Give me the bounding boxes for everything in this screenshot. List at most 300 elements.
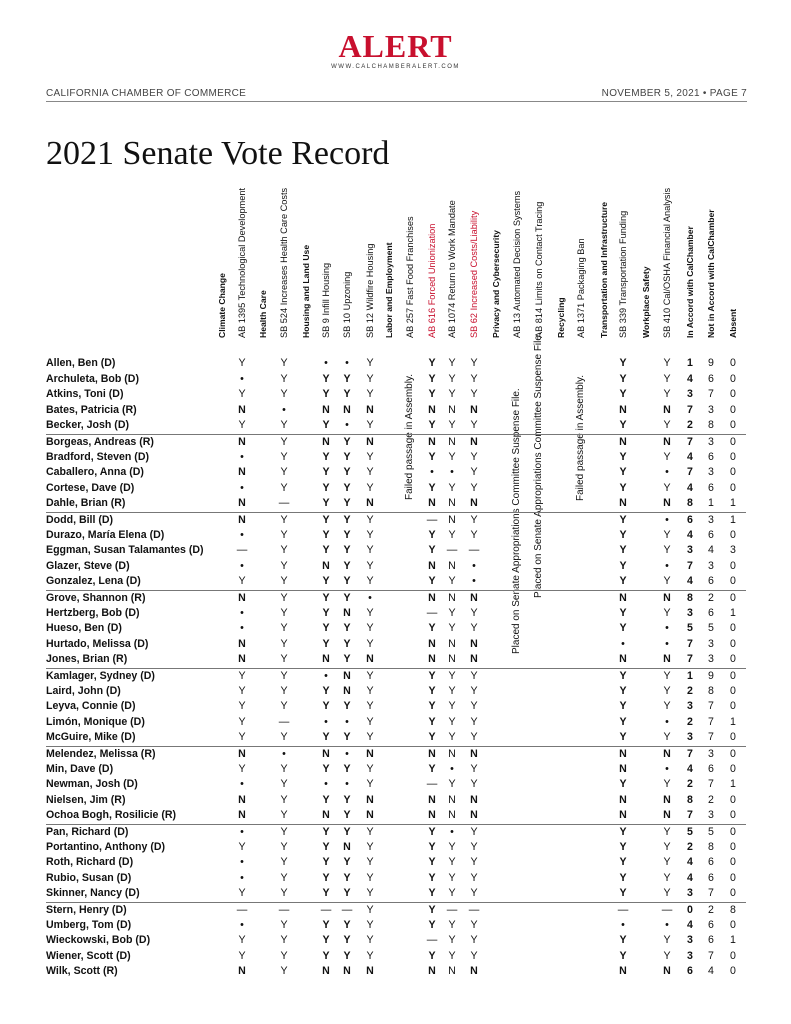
column-note: Placed on Senate Appropriations Committee Suspense File. (533, 332, 544, 598)
in-accord-count: 0 (687, 904, 693, 916)
vote-cell: Y (428, 544, 436, 557)
vote-cell: Y (470, 450, 478, 463)
not-in-accord-count: 6 (708, 528, 714, 541)
page-title: 2021 Senate Vote Record (46, 135, 390, 172)
vote-cell: Y (663, 481, 671, 494)
absent-count: 0 (730, 670, 736, 682)
absent-count: 0 (730, 762, 736, 775)
table-row (46, 652, 746, 668)
vote-cell: N (448, 559, 456, 572)
vote-cell: Y (663, 450, 671, 463)
vote-cell: Y (663, 949, 671, 962)
vote-cell: Y (238, 388, 246, 401)
vote-cell: Y (470, 419, 478, 432)
vote-cell: Y (343, 372, 351, 385)
vote-cell: Y (343, 497, 351, 510)
vote-cell: Y (366, 762, 374, 775)
not-in-accord-count: 1 (708, 497, 714, 510)
not-in-accord-count: 6 (708, 918, 714, 931)
not-in-accord-count: 7 (708, 778, 714, 791)
vote-cell: Y (322, 606, 330, 619)
vote-cell: Y (322, 592, 330, 604)
vote-cell: Y (343, 528, 351, 541)
vote-cell: Y (238, 887, 246, 900)
vote-cell: N (238, 965, 246, 978)
vote-cell: N (663, 497, 671, 510)
vote-cell: • (665, 715, 669, 728)
vote-cell: Y (238, 715, 246, 728)
vote-cell: Y (448, 840, 456, 853)
vote-cell: Y (280, 544, 288, 557)
absent-count: 0 (730, 466, 736, 479)
vote-cell: Y (280, 388, 288, 401)
vote-cell: Y (343, 826, 351, 838)
senator-name: Wiener, Scott (D) (46, 949, 131, 962)
absent-count: 0 (730, 918, 736, 931)
column-note: Failed passage in Assembly. (575, 375, 586, 501)
vote-cell: N (428, 965, 436, 978)
senator-name: Kamlager, Sydney (D) (46, 670, 155, 682)
vote-cell: Y (238, 357, 246, 369)
vote-cell: N (238, 809, 246, 822)
absent-count: 0 (730, 840, 736, 853)
vote-cell: Y (428, 622, 436, 635)
vote-cell: Y (663, 372, 671, 385)
senator-name: Glazer, Steve (D) (46, 559, 130, 572)
vote-cell: — (341, 904, 353, 916)
vote-cell: N (448, 965, 456, 978)
column-header (297, 150, 313, 350)
vote-cell: N (470, 809, 478, 822)
senator-name: Grove, Shannon (R) (46, 592, 146, 604)
in-accord-count: 3 (687, 606, 693, 619)
vote-cell: Y (366, 481, 374, 494)
senator-name: Allen, Ben (D) (46, 357, 116, 369)
vote-cell: N (322, 436, 330, 448)
vote-cell: Y (448, 934, 456, 947)
senator-name: Dodd, Bill (D) (46, 514, 114, 526)
table-row (46, 637, 746, 653)
senator-name: McGuire, Mike (D) (46, 731, 136, 744)
vote-cell: — (426, 606, 438, 619)
vote-cell: • (240, 778, 244, 791)
vote-cell: N (448, 497, 456, 510)
not-in-accord-count: 7 (708, 731, 714, 744)
senator-name: Umberg, Tom (D) (46, 918, 132, 931)
vote-cell: N (619, 436, 627, 448)
vote-cell: • (430, 466, 434, 479)
senator-name: Borgeas, Andreas (R) (46, 436, 154, 448)
in-accord-count: 3 (687, 700, 693, 713)
vote-cell: Y (448, 575, 456, 588)
senator-name: Becker, Josh (D) (46, 419, 130, 432)
column-header (552, 150, 568, 350)
vote-cell: Y (428, 715, 436, 728)
vote-cell: Y (428, 684, 436, 697)
vote-cell: Y (470, 481, 478, 494)
vote-cell: Y (322, 826, 330, 838)
vote-cell: N (448, 403, 456, 416)
in-accord-count: 6 (687, 965, 693, 978)
vote-cell: Y (428, 388, 436, 401)
table-row (46, 855, 746, 871)
vote-cell: N (619, 793, 627, 806)
vote-cell: • (240, 871, 244, 884)
vote-cell: Y (428, 450, 436, 463)
in-accord-count: 8 (687, 793, 693, 806)
vote-cell: Y (322, 856, 330, 869)
vote-cell: Y (322, 887, 330, 900)
column-header (508, 150, 524, 350)
vote-cell: Y (322, 450, 330, 463)
absent-count: 0 (730, 528, 736, 541)
vote-cell: Y (322, 481, 330, 494)
vote-cell: Y (322, 934, 330, 947)
not-in-accord-count: 6 (708, 606, 714, 619)
vote-cell: Y (322, 622, 330, 635)
vote-cell: Y (280, 419, 288, 432)
vote-cell: N (322, 809, 330, 822)
vote-cell: Y (448, 949, 456, 962)
vote-cell: • (665, 637, 669, 650)
table-row (46, 964, 746, 980)
column-header-label: SB 62 Increased Costs/Liability (469, 210, 479, 338)
vote-cell: Y (663, 700, 671, 713)
vote-cell: Y (428, 826, 436, 838)
column-header (658, 150, 674, 350)
vote-cell: Y (280, 965, 288, 978)
vote-cell: Y (280, 684, 288, 697)
table-row (46, 793, 746, 809)
vote-cell: Y (619, 357, 627, 369)
vote-cell: • (345, 748, 349, 760)
vote-cell: Y (280, 514, 288, 526)
vote-cell: Y (448, 715, 456, 728)
table-row (46, 715, 746, 731)
in-accord-count: 4 (687, 871, 693, 884)
vote-cell: Y (448, 684, 456, 697)
table-row (46, 450, 746, 466)
column-header (423, 150, 439, 350)
senator-name: Gonzalez, Lena (D) (46, 575, 141, 588)
vote-cell: Y (280, 826, 288, 838)
vote-cell: Y (470, 670, 478, 682)
absent-count: 0 (730, 700, 736, 713)
vote-cell: Y (428, 700, 436, 713)
absent-count: 0 (730, 637, 736, 650)
vote-cell: • (665, 622, 669, 635)
vote-cell: Y (619, 840, 627, 853)
vote-cell: Y (470, 388, 478, 401)
vote-cell: Y (619, 871, 627, 884)
vote-cell: Y (428, 762, 436, 775)
absent-count: 0 (730, 372, 736, 385)
vote-cell: Y (663, 575, 671, 588)
column-header (572, 150, 588, 350)
vote-cell: Y (280, 528, 288, 541)
not-in-accord-count: 7 (708, 887, 714, 900)
vote-cell: Y (663, 388, 671, 401)
vote-cell: Y (343, 481, 351, 494)
senator-name: Dahle, Brian (R) (46, 497, 126, 510)
vote-cell: Y (343, 731, 351, 744)
absent-count: 0 (730, 856, 736, 869)
vote-cell: N (619, 497, 627, 510)
in-accord-count: 7 (687, 809, 693, 822)
absent-count: 0 (730, 481, 736, 494)
vote-cell: Y (322, 388, 330, 401)
vote-cell: Y (448, 856, 456, 869)
vote-cell: N (322, 653, 330, 666)
not-in-accord-count: 8 (708, 684, 714, 697)
vote-cell: Y (619, 856, 627, 869)
vote-cell: N (448, 809, 456, 822)
vote-cell: Y (343, 544, 351, 557)
vote-cell: N (343, 606, 351, 619)
vote-cell: Y (366, 606, 374, 619)
vote-cell: • (282, 748, 286, 760)
vote-cell: — (426, 514, 438, 526)
vote-cell: • (324, 357, 328, 369)
masthead (0, 30, 791, 70)
in-accord-count: 7 (687, 637, 693, 650)
vote-cell: Y (343, 871, 351, 884)
table-row (46, 871, 746, 887)
table-row (46, 606, 746, 622)
vote-cell: — (278, 497, 290, 510)
vote-cell: • (240, 528, 244, 541)
vote-cell: Y (470, 715, 478, 728)
vote-cell: Y (448, 419, 456, 432)
in-accord-count: 4 (687, 918, 693, 931)
vote-cell: — (446, 904, 458, 916)
vote-cell: Y (619, 949, 627, 962)
not-in-accord-count: 9 (708, 670, 714, 682)
vote-cell: Y (280, 762, 288, 775)
column-header-label: Health Care (258, 290, 268, 338)
vote-cell: Y (663, 606, 671, 619)
in-accord-count: 1 (687, 357, 693, 369)
vote-cell: N (619, 653, 627, 666)
vote-cell: — (426, 778, 438, 791)
vote-cell: Y (280, 871, 288, 884)
vote-cell: N (366, 653, 374, 666)
senator-name: Laird, John (D) (46, 684, 121, 697)
vote-cell: Y (280, 575, 288, 588)
vote-cell: N (663, 403, 671, 416)
vote-cell: Y (238, 419, 246, 432)
vote-cell: N (428, 559, 436, 572)
in-accord-count: 4 (687, 575, 693, 588)
vote-cell: Y (343, 700, 351, 713)
org-name: CALIFORNIA CHAMBER OF COMMERCE (46, 88, 247, 99)
in-accord-count: 2 (687, 840, 693, 853)
table-row (46, 559, 746, 575)
vote-cell: Y (470, 606, 478, 619)
vote-cell: Y (366, 778, 374, 791)
column-note: Failed passage in Assembly. (404, 374, 415, 500)
column-header (702, 150, 718, 350)
vote-cell: Y (448, 871, 456, 884)
absent-count: 1 (730, 514, 736, 526)
vote-cell: Y (428, 856, 436, 869)
vote-cell: N (470, 403, 478, 416)
vote-cell: Y (280, 670, 288, 682)
column-header-label: AB 13 Automated Decision Systems (512, 190, 522, 338)
vote-cell: Y (428, 731, 436, 744)
vote-cell: • (450, 826, 454, 838)
vote-cell: Y (428, 481, 436, 494)
vote-cell: Y (280, 559, 288, 572)
table-row (46, 372, 746, 388)
not-in-accord-count: 8 (708, 419, 714, 432)
vote-cell: N (619, 762, 627, 775)
vote-cell: N (366, 436, 374, 448)
senator-name: Jones, Brian (R) (46, 653, 128, 666)
vote-cell: • (368, 592, 372, 604)
table-row (46, 434, 746, 451)
absent-count: 0 (730, 809, 736, 822)
in-accord-count: 3 (687, 949, 693, 962)
senator-name: Skinner, Nancy (D) (46, 887, 140, 900)
vote-cell: Y (343, 450, 351, 463)
vote-cell: Y (322, 528, 330, 541)
vote-cell: • (324, 715, 328, 728)
not-in-accord-count: 3 (708, 514, 714, 526)
senator-name: Nielsen, Jim (R) (46, 793, 126, 806)
not-in-accord-count: 6 (708, 856, 714, 869)
vote-cell: Y (280, 622, 288, 635)
not-in-accord-count: 6 (708, 934, 714, 947)
table-row (46, 886, 746, 902)
vote-cell: Y (470, 918, 478, 931)
vote-cell: • (665, 762, 669, 775)
vote-cell: Y (322, 949, 330, 962)
vote-cell: Y (470, 949, 478, 962)
header-divider (46, 101, 747, 102)
senator-name: Atkins, Toni (D) (46, 388, 124, 401)
vote-cell: • (240, 481, 244, 494)
vote-cell: • (345, 715, 349, 728)
vote-cell: • (240, 606, 244, 619)
table-row (46, 777, 746, 793)
in-accord-count: 8 (687, 497, 693, 510)
in-accord-count: 5 (687, 826, 693, 838)
vote-cell: Y (322, 793, 330, 806)
table-row (46, 933, 746, 949)
vote-cell: Y (428, 871, 436, 884)
absent-count: 8 (730, 904, 736, 916)
vote-cell: N (238, 793, 246, 806)
not-in-accord-count: 3 (708, 466, 714, 479)
vote-cell: N (428, 637, 436, 650)
vote-cell: Y (366, 575, 374, 588)
column-header (361, 150, 377, 350)
vote-cell: Y (322, 372, 330, 385)
not-in-accord-count: 7 (708, 388, 714, 401)
vote-cell: Y (280, 840, 288, 853)
vote-cell: Y (448, 450, 456, 463)
absent-count: 0 (730, 684, 736, 697)
vote-cell: Y (343, 653, 351, 666)
absent-count: 0 (730, 826, 736, 838)
vote-cell: Y (428, 840, 436, 853)
vote-cell: Y (238, 949, 246, 962)
column-header-label: SB 12 Wildfire Housing (365, 243, 375, 338)
vote-cell: Y (322, 918, 330, 931)
vote-cell: Y (366, 715, 374, 728)
vote-cell: N (366, 965, 374, 978)
vote-cell: N (322, 965, 330, 978)
vote-cell: • (240, 826, 244, 838)
vote-cell: Y (428, 887, 436, 900)
vote-cell: N (238, 653, 246, 666)
absent-count: 1 (730, 497, 736, 510)
absent-count: 3 (730, 544, 736, 557)
vote-cell: Y (470, 466, 478, 479)
vote-cell: Y (619, 544, 627, 557)
vote-cell: Y (280, 700, 288, 713)
vote-cell: N (619, 809, 627, 822)
column-header (254, 150, 270, 350)
column-header-label: AB 616 Forced Unionization (427, 223, 437, 338)
absent-count: 0 (730, 793, 736, 806)
column-header (487, 150, 503, 350)
table-row (46, 918, 746, 934)
vote-cell: N (343, 684, 351, 697)
vote-cell: — (661, 904, 673, 916)
vote-cell: Y (366, 419, 374, 432)
column-header-label: SB 410 Cal/OSHA Financial Analysis (662, 187, 672, 338)
vote-cell: • (472, 575, 476, 588)
senator-name: Newman, Josh (D) (46, 778, 138, 791)
vote-cell: N (663, 965, 671, 978)
vote-cell: Y (619, 826, 627, 838)
table-row (46, 730, 746, 746)
vote-cell: Y (366, 670, 374, 682)
table-row (46, 699, 746, 715)
vote-cell: N (470, 793, 478, 806)
absent-count: 0 (730, 559, 736, 572)
not-in-accord-count: 7 (708, 700, 714, 713)
in-accord-count: 2 (687, 715, 693, 728)
in-accord-count: 1 (687, 670, 693, 682)
vote-cell: Y (343, 762, 351, 775)
column-header (595, 150, 611, 350)
vote-cell: Y (280, 450, 288, 463)
in-accord-count: 8 (687, 592, 693, 604)
vote-cell: Y (343, 436, 351, 448)
in-accord-count: 4 (687, 856, 693, 869)
column-header-label: Workplace Safety (641, 266, 651, 338)
vote-cell: Y (470, 856, 478, 869)
not-in-accord-count: 3 (708, 403, 714, 416)
absent-count: 0 (730, 419, 736, 432)
vote-cell: Y (619, 700, 627, 713)
not-in-accord-count: 3 (708, 436, 714, 448)
absent-count: 0 (730, 949, 736, 962)
column-header (275, 150, 291, 350)
vote-cell: — (426, 934, 438, 947)
vote-cell: Y (619, 887, 627, 900)
vote-cell: Y (280, 809, 288, 822)
column-header (380, 150, 396, 350)
column-header (233, 150, 249, 350)
vote-cell: N (366, 793, 374, 806)
vote-cell: N (428, 793, 436, 806)
column-header-label: In Accord with CalChamber (685, 226, 695, 338)
vote-cell: Y (366, 559, 374, 572)
